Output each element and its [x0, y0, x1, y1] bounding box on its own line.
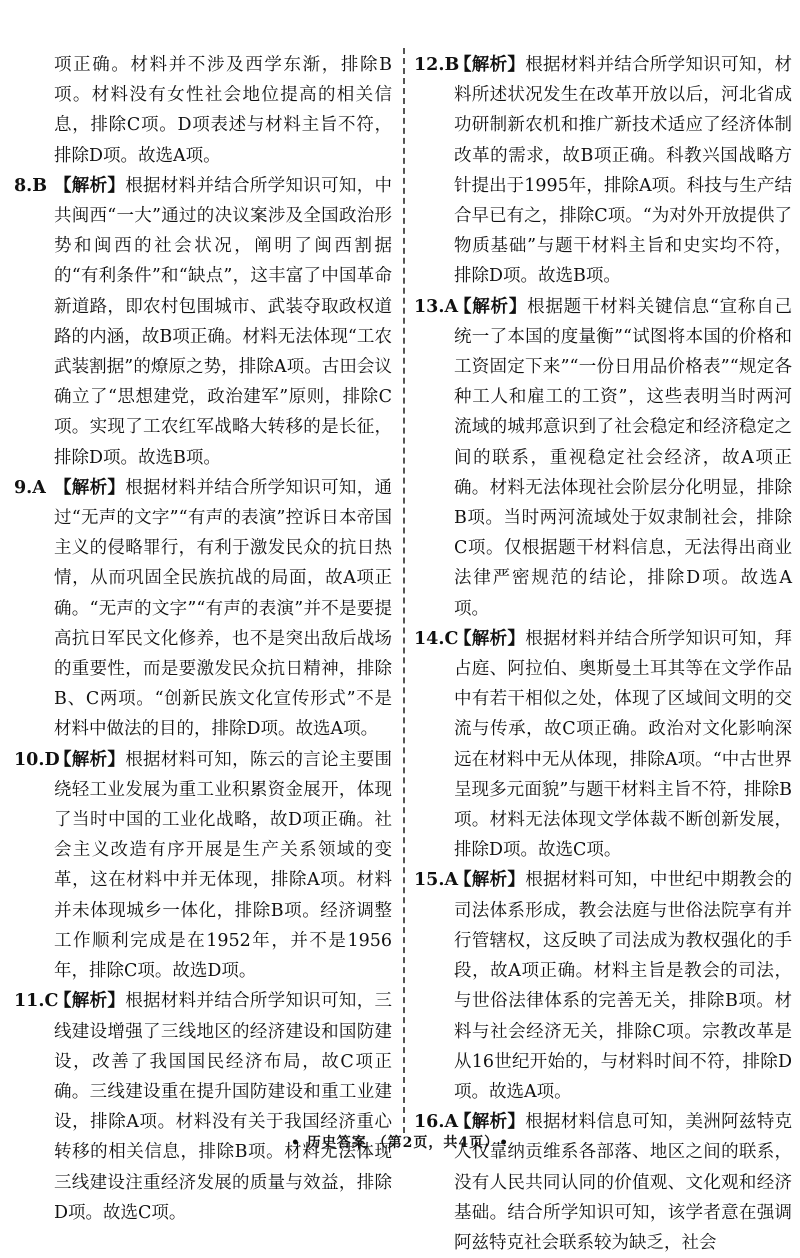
answer-number: 9.A	[14, 477, 46, 498]
right-column	[414, 50, 792, 1258]
answer-number: 15.A	[414, 870, 459, 891]
answer-text: 根据材料并结合所学知识可知，材料所述状况发生在改革开放以后，河北省成功研制新农机和推广新技术适应了经济体制改革的需求，故B项正确。科教兴国战略方针提出于1995年，排除A项。科技与生产结合早已有之，排除C项。“为对外开放提供了物质基础”与题干材料主旨和史实均不符，排除D项。故选B项。	[454, 55, 793, 287]
analysis-tag: 【解析】	[54, 991, 126, 1012]
answer-item	[14, 50, 392, 171]
analysis-tag: 【解析】	[454, 628, 526, 649]
answer-number: 11.C	[14, 991, 59, 1012]
page-footer: • 历史答案 （第2页，共4页）•	[290, 1135, 510, 1151]
analysis-tag: 【解析】	[454, 296, 528, 317]
answer-item	[414, 1107, 792, 1258]
column-divider	[403, 48, 405, 1133]
answer-number: 8.B	[14, 175, 48, 196]
answer-item	[414, 865, 792, 1107]
answer-item	[14, 745, 392, 987]
answer-item	[14, 171, 392, 473]
answer-item	[414, 624, 792, 866]
answer-text: 项正确。材料并不涉及西学东渐，排除B项。材料没有女性社会地位提高的相关信息，排除C项。D项表述与材料主旨不符，排除D项。故选A项。	[54, 55, 392, 166]
answer-text: 根据材料并结合所学知识可知，三线建设增强了三线地区的经济建设和国防建设，改善了我国国民经济布局，故C项正确。三线建设重在提升国防建设和重工业建设，排除A项。材料没有关于我国经济重心转移的相关信息，排除B项。材料无法体现三线建设注重经济发展的质量与效益，排除D项。故选C项。	[54, 991, 393, 1223]
answer-item	[414, 292, 792, 624]
answer-text: 根据材料可知，陈云的言论主要围绕轻工业发展为重工业积累资金展开，体现了当时中国的工业化战略，故D项正确。社会主义改造有序开展是生产关系领域的变革，这在材料中并无体现，排除A项。材料并未体现城乡一体化，排除B项。经济调整工作顺利完成是在1952年，并不是1956年，排除C项。故选D项。	[54, 749, 393, 982]
answer-text: 根据材料并结合所学知识可知，通过“无声的文字”“有声的表演”控诉日本帝国主义的侵略罪行，有利于激发民众的抗日热情，从而巩固全民族抗战的局面，故A项正确。“无声的文字”“有声的表演”并不是要提高抗日军民文化修养，也不是突出敌后战场的重要性，而是要激发民众抗日精神，排除B、C两项。“创新民族文化宣传形式”不是材料中做法的目的，排除D项。故选A项。	[54, 477, 393, 740]
answer-number: 13.A	[414, 296, 459, 317]
answer-number: 10.D	[14, 749, 60, 770]
analysis-tag: 【解析】	[54, 175, 126, 196]
analysis-tag: 【解析】	[54, 477, 126, 498]
analysis-tag: 【解析】	[454, 1112, 526, 1133]
answer-item	[14, 986, 392, 1228]
answer-text: 根据材料并结合所学知识可知，中共闽西“一大”通过的决议案涉及全国政治形势和闽西的社会状况，阐明了闽西割据的“有利条件”和“缺点”，这丰富了中国革命新道路，即农村包围城市、武装夺取政权道路的内涵，故B项正确。材料无法体现“工农武装割据”的燎原之势，排除A项。古田会议确立了“思想建党，政治建军”原则，排除C项。实现了工农红军战略大转移的是长征，排除D项。故选B项。	[54, 175, 393, 468]
answer-item	[414, 50, 792, 292]
answer-number: 14.C	[414, 628, 459, 649]
analysis-tag: 【解析】	[54, 749, 126, 770]
answer-number: 16.A	[414, 1112, 459, 1133]
answer-number: 12.B	[414, 55, 460, 75]
answer-item	[14, 473, 392, 745]
answer-text: 根据材料可知，中世纪中期教会的司法体系形成，教会法庭与世俗法院享有并行管辖权，这反映了司法成为教权强化的手段，故A项正确。材料主旨是教会的司法，与世俗法律体系的完善无关，排除B项。材料与社会经济无关，排除C项。宗教改革是从16世纪开始的，与材料时间不符，排除D项。故选A项。	[454, 870, 793, 1102]
analysis-tag: 【解析】	[454, 870, 526, 891]
analysis-tag: 【解析】	[454, 55, 526, 75]
answer-text: 根据材料并结合所学知识可知，拜占庭、阿拉伯、奥斯曼土耳其等在文学作品中有若干相似之处，体现了区域间文明的交流与传承，故C项正确。政治对文化影响深远在材料中无从体现，排除A项。“中古世界呈现多元面貌”与题干材料主旨不符，排除B项。材料无法体现文学体裁不断创新发展，排除D项。故选C项。	[454, 628, 793, 861]
answer-text: 根据材料信息可知，美洲阿兹特克人仅靠纳贡维系各部落、地区之间的联系，没有人民共同认同的价值观、文化观和经济基础。结合所学知识可知，该学者意在强调阿兹特克社会联系较为缺乏，社会	[454, 1112, 793, 1253]
left-column	[14, 50, 392, 1228]
answer-text: 根据题干材料关键信息“宣称自己统一了本国的度量衡”“试图将本国的价格和工资固定下来”“一份日用品价格表”“规定各种工人和雇工的工资”，这些表明当时两河流域的城邦意识到了社会稳定和经济稳定之间的联系，重视稳定社会经济，故A项正确。材料无法体现社会阶层分化明显，排除B项。当时两河流域处于奴隶制社会，排除C项。仅根据题干材料信息，无法得出商业法律严密规范的结论，排除D项。故选A项。	[454, 296, 792, 619]
